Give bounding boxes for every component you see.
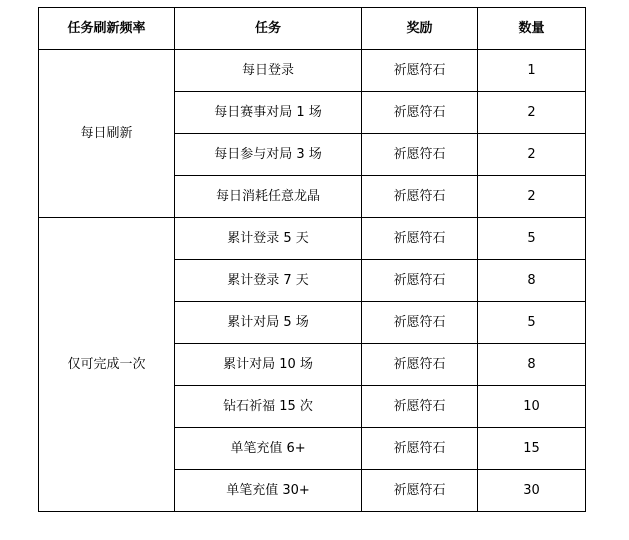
header-quantity: 数量: [478, 8, 586, 50]
table-row: [39, 218, 586, 260]
task-cell: 累计对局 10 场: [175, 344, 362, 386]
task-reward-table: [38, 7, 586, 512]
reward-cell: 祈愿符石: [362, 92, 478, 134]
quantity-cell: 15: [478, 428, 586, 470]
task-cell: 每日登录: [175, 50, 362, 92]
task-cell: 每日消耗任意龙晶: [175, 176, 362, 218]
frequency-cell-daily: 每日刷新: [39, 50, 175, 218]
reward-cell: 祈愿符石: [362, 386, 478, 428]
task-cell: 每日赛事对局 1 场: [175, 92, 362, 134]
task-cell: 钻石祈福 15 次: [175, 386, 362, 428]
quantity-cell: 5: [478, 302, 586, 344]
quantity-cell: 8: [478, 260, 586, 302]
quantity-cell: 2: [478, 134, 586, 176]
header-reward: 奖励: [362, 8, 478, 50]
header-task: 任务: [175, 8, 362, 50]
quantity-cell: 8: [478, 344, 586, 386]
reward-cell: 祈愿符石: [362, 50, 478, 92]
reward-cell: 祈愿符石: [362, 302, 478, 344]
quantity-cell: 2: [478, 92, 586, 134]
task-cell: 每日参与对局 3 场: [175, 134, 362, 176]
task-cell: 单笔充值 30+: [175, 470, 362, 512]
frequency-cell-once: 仅可完成一次: [39, 218, 175, 512]
reward-cell: 祈愿符石: [362, 134, 478, 176]
quantity-cell: 10: [478, 386, 586, 428]
quantity-cell: 2: [478, 176, 586, 218]
table-row: [39, 50, 586, 92]
header-row: [39, 8, 586, 50]
task-cell: 累计对局 5 场: [175, 302, 362, 344]
task-cell: 单笔充值 6+: [175, 428, 362, 470]
reward-cell: 祈愿符石: [362, 176, 478, 218]
reward-cell: 祈愿符石: [362, 470, 478, 512]
header-frequency: 任务刷新频率: [39, 8, 175, 50]
reward-cell: 祈愿符石: [362, 428, 478, 470]
task-cell: 累计登录 5 天: [175, 218, 362, 260]
reward-cell: 祈愿符石: [362, 344, 478, 386]
quantity-cell: 30: [478, 470, 586, 512]
quantity-cell: 5: [478, 218, 586, 260]
reward-cell: 祈愿符石: [362, 218, 478, 260]
quantity-cell: 1: [478, 50, 586, 92]
task-cell: 累计登录 7 天: [175, 260, 362, 302]
reward-cell: 祈愿符石: [362, 260, 478, 302]
